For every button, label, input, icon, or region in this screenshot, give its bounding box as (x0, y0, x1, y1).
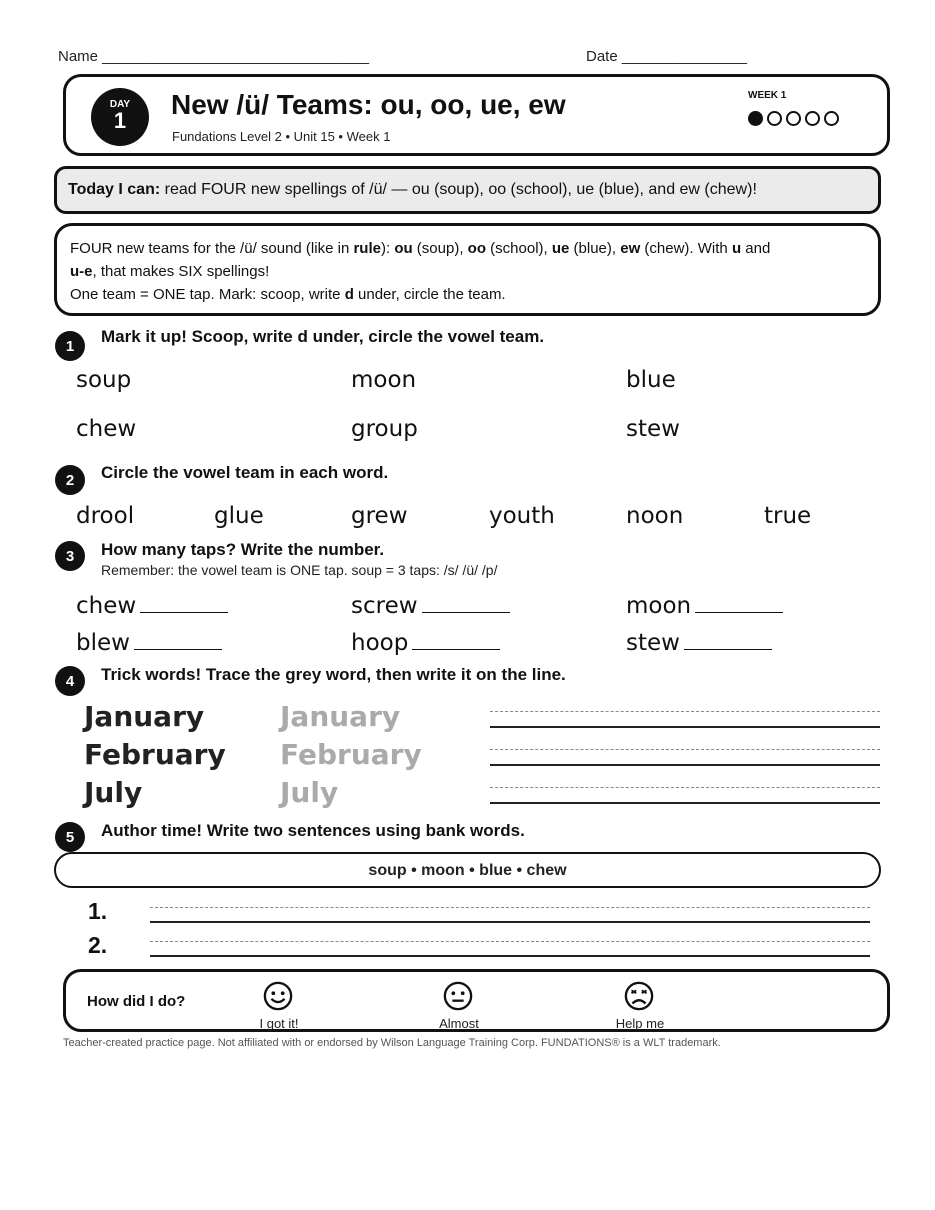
answer-blank (422, 594, 510, 613)
objective-lead: Today I can: (68, 181, 161, 198)
page-title: New /ü/ Teams: ou, oo, ue, ew (171, 89, 566, 120)
writing-line[interactable] (490, 749, 880, 766)
day-label: DAY (109, 99, 131, 110)
answer-blank (684, 631, 772, 650)
day-badge (91, 88, 149, 146)
progress-dot-empty (824, 111, 839, 126)
s2-word: drool (76, 503, 135, 529)
trace-word: January (280, 700, 401, 733)
section-4-prompt: Trick words! Trace the grey word, then write it on the line. (101, 665, 566, 684)
s3-item[interactable]: screw (351, 593, 510, 619)
intro-line-1: FOUR new teams for the /ü/ sound (like in rule): ou (soup), oo (school), ue (blue), ew (chew). With u and (70, 240, 771, 257)
neutral-face-icon[interactable] (443, 981, 473, 1011)
progress-dot-empty (767, 111, 782, 126)
s1-word: blue (626, 367, 676, 393)
trick-word: January (84, 700, 205, 733)
self-check-question: How did I do? (87, 993, 186, 1010)
trace-word: July (280, 776, 339, 809)
s2-word: grew (351, 503, 408, 529)
self-check-box (63, 969, 890, 1032)
objective-text (68, 181, 757, 199)
section-1-number: 1 (55, 331, 85, 361)
writing-line[interactable] (490, 711, 880, 728)
s1-word: chew (76, 416, 137, 442)
writing-line[interactable] (490, 787, 880, 804)
trick-word: July (84, 776, 143, 809)
objective-body: read FOUR new spellings of /ü/ — ou (soup), oo (school), ue (blue), and ew (chew)! (160, 181, 757, 198)
intro-line-3: One team = ONE tap. Mark: scoop, write d under, circle the team. (70, 286, 506, 303)
word-bank (54, 852, 881, 888)
sentence-2-line[interactable] (150, 941, 870, 957)
option-label: Almost (439, 1016, 479, 1031)
s3-item[interactable]: hoop (351, 630, 500, 656)
s1-word: stew (626, 416, 680, 442)
section-2-prompt: Circle the vowel team in each word. (101, 463, 389, 482)
answer-blank (134, 631, 222, 650)
name-field[interactable]: Name ________________________________ (58, 48, 370, 65)
sentence-1-line[interactable] (150, 907, 870, 923)
progress-dot-filled (748, 111, 763, 126)
intro-box (54, 223, 881, 316)
s1-word: soup (76, 367, 132, 393)
progress-dot-empty (805, 111, 820, 126)
objective-box (54, 166, 881, 214)
section-3-number: 3 (55, 541, 85, 571)
sentence-1-label: 1. (88, 898, 108, 924)
section-2-number: 2 (55, 465, 85, 495)
s2-word: true (764, 503, 812, 529)
intro-line-2: u-e, that makes SIX spellings! (70, 263, 270, 280)
frown-face-icon[interactable] (624, 981, 654, 1011)
answer-blank (412, 631, 500, 650)
title-box (63, 74, 890, 156)
s1-word: moon (351, 367, 417, 393)
word-bank-words: soup • moon • blue • chew (368, 862, 567, 879)
s2-word: youth (489, 503, 555, 529)
day-number: 1 (113, 108, 127, 133)
trick-word: February (84, 738, 226, 771)
s1-word: group (351, 416, 418, 442)
week-label: WEEK 1 (748, 90, 787, 101)
s3-item[interactable]: blew (76, 630, 222, 656)
s2-word: glue (214, 503, 264, 529)
section-3-note: Remember: the vowel team is ONE tap. soup = 3 taps: /s/ /ü/ /p/ (101, 562, 498, 578)
sentence-2-label: 2. (88, 932, 108, 958)
intro-text (70, 237, 870, 306)
page-subtitle: Fundations Level 2 • Unit 15 • Week 1 (172, 129, 391, 144)
section-3-prompt: How many taps? Write the number. (101, 540, 385, 559)
s3-item[interactable]: chew (76, 593, 228, 619)
section-5-prompt: Author time! Write two sentences using bank words. (101, 821, 525, 840)
section-5-number: 5 (55, 822, 85, 852)
progress-dot-empty (786, 111, 801, 126)
footer-note: Teacher-created practice page. Not affiliated with or endorsed by Wilson Language Training Corp. FUNDATIONS® is a WLT trademark. (63, 1037, 721, 1049)
date-field[interactable]: Date _______________ (586, 48, 747, 65)
trace-word: February (280, 738, 422, 771)
option-label: I got it! (259, 1016, 299, 1031)
week-progress-dots (748, 111, 839, 126)
s2-word: noon (626, 503, 684, 529)
smile-face-icon[interactable] (263, 981, 293, 1011)
answer-blank (140, 594, 228, 613)
section-1-prompt: Mark it up! Scoop, write d under, circle the vowel team. (101, 327, 545, 346)
answer-blank (695, 594, 783, 613)
section-4-number: 4 (55, 666, 85, 696)
option-label: Help me (615, 1016, 665, 1031)
s3-item[interactable]: stew (626, 630, 772, 656)
s3-item[interactable]: moon (626, 593, 783, 619)
